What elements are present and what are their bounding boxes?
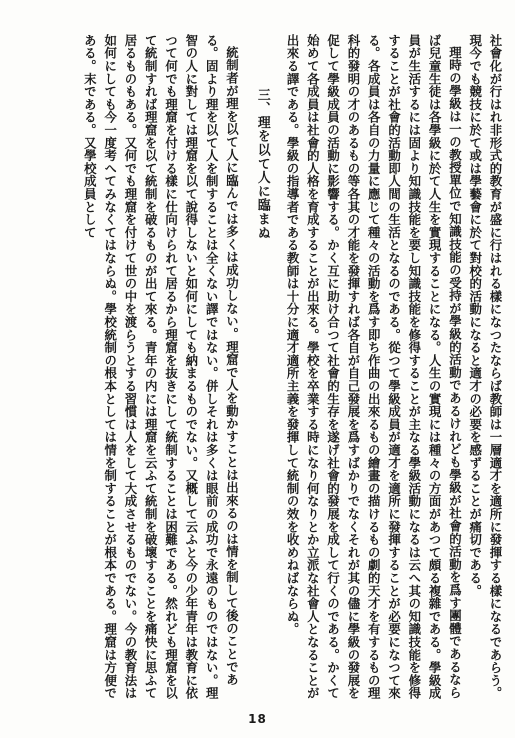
section-heading: 三、理を以て人に臨まぬ xyxy=(254,87,270,240)
paragraph-3: 統制者が理を以て人に臨んでは多くは成功しない。理窟で人を動かすことは出來るのは情を制して後のことである。固より理を以て人を制することは全くない譯ではない。併しそれは多くは眼前の成功で永遠のものではない。理智の人に對しては理窟を以て說得しないと如何にしても納まるものでない。又概して云ふと今の少年青年は教育に依つて何でも理窟を付ける樣に仕向けられて居るから理窟を抜きにして統制することは困難である。然れども理窟を以て統制すれば理窟を以て統制を破るものが出て來る。青年の内には理窟を云ふて統制を破壞することを痛快に思ふて居るものもある。又何でも理窟を付けて世の中を渡らうとする習慣は人をして大成させるものでない。今の教育法は如何にしても今一度考へてみなくてはならぬ。學校統制の根本としては情を制することが根本である。理窟は方便である。末である。又學校成員として xyxy=(82,34,240,700)
paragraph-2: 理時の學級は一の教授單位で知識技能の受持が學級的活動であるけれども學級が社會的活動を爲す團體であるならば兒童生徒は各學級に於て人生を實現することになる。人生の實現には種々の方面があつて頗る複雜である。學級成員が生活するには固より知識技能を要し知識技能を修得することが主なる學級活動になるは云へ其の知識技能を修得することが社會的活動即人間の生活となるのである。從つて學級成員が適才を適所に發揮することが必要になつて來る。各成員は各自の力量に應じて種々の活動を爲す即ち作曲の出來るもの繪畫の描けるもの劇的天才を有するもの理科的發明の才のあるもの等各其の才能を發揮すれば各自が自己發展を爲すばかりでなくそれが其の儘に學級の發展を促して學級成員の活動に影響する。かく互に助け合つて社會的生存を遂げ社會的發展を成して行くのである。かくて始めて各成員は社會的人格を育成することが出來る。學校を卒業する時になり何なりとか立派な社會人となることが出來る譯である。學級の指導者である教師は十分に適才適所主義を發揮して統制の效を收めねばならぬ。 xyxy=(285,34,463,700)
vertical-text-body xyxy=(5,34,505,704)
paragraph-1: 社會化が行はれ非形式的教育が盛に行はれる樣になつたならば教師は一層適才を適所に發揮する樣になるであらう。現今でも競技に於て或は學藝會に於て對校的活動になると適才の必要を感ずることが痛切である。 xyxy=(467,34,503,700)
page-number: 18 xyxy=(248,712,267,726)
